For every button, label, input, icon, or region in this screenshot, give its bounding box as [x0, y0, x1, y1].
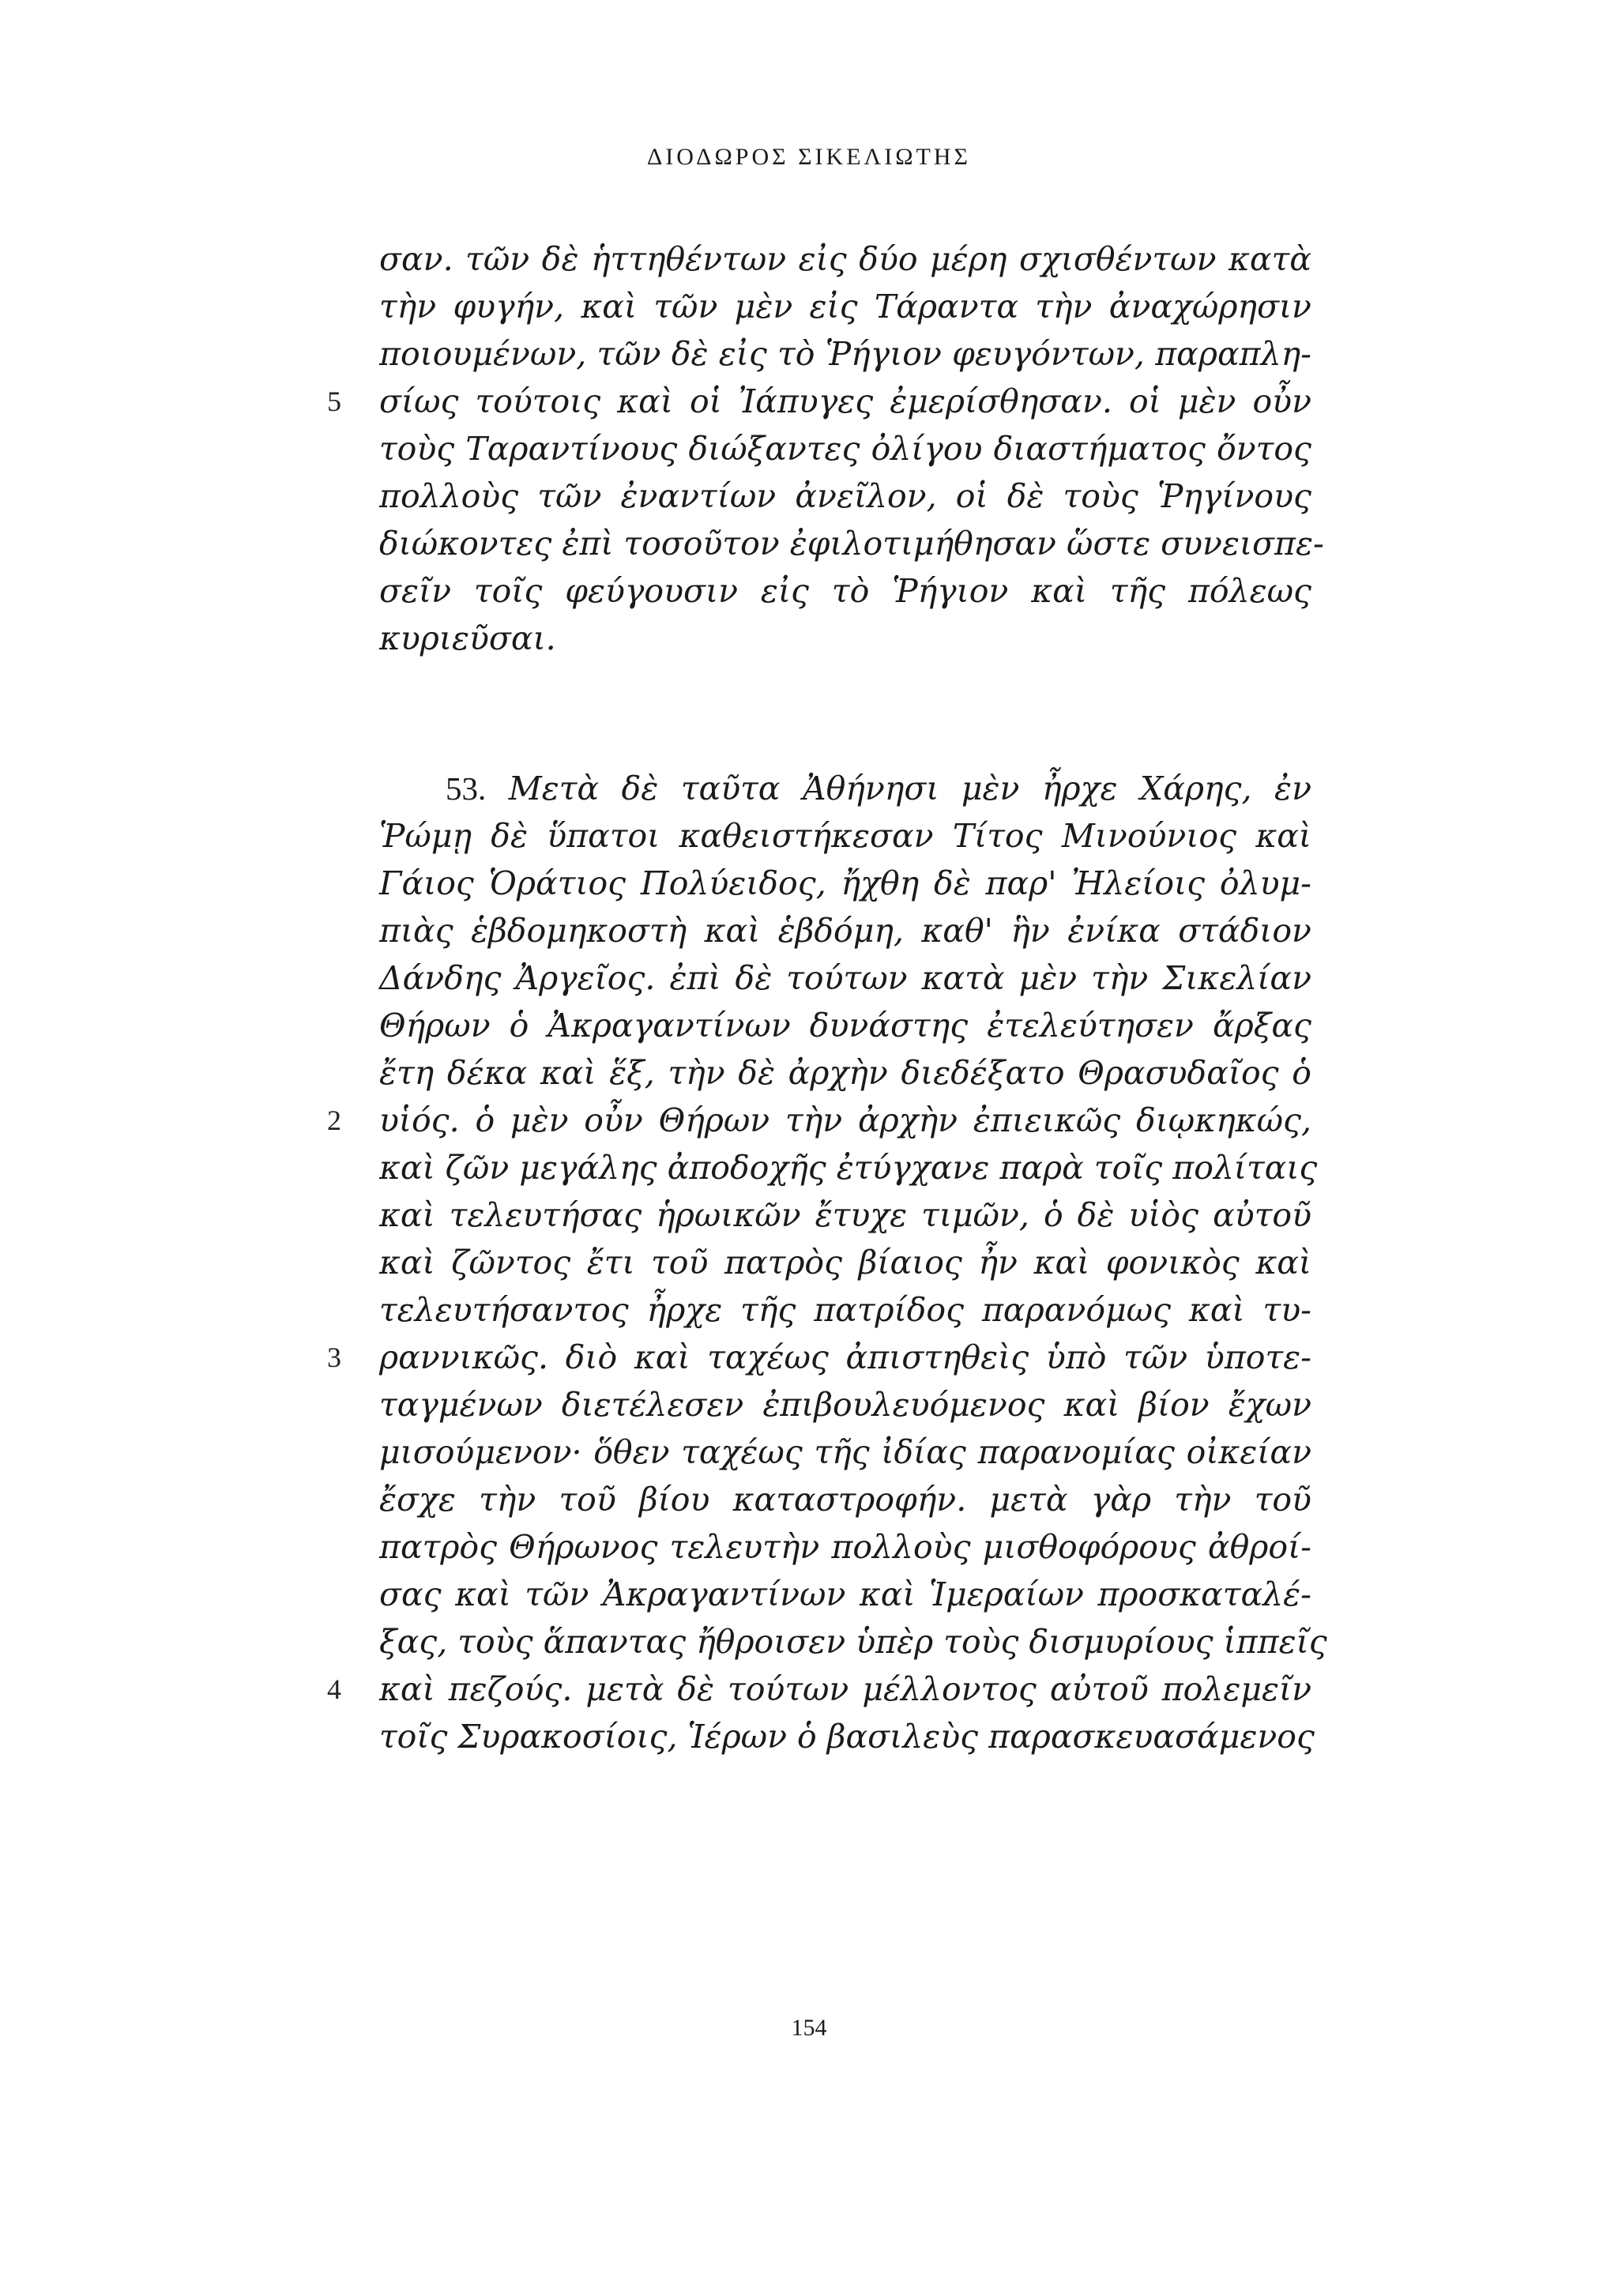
line-text: ταγμένων διετέλεσεν ἐπιβουλευόμενος καὶ βίον ἔχων [379, 1386, 1311, 1424]
line-text: σαν. τῶν δὲ ἡττηθέντων εἰς δύο μέρη σχισθέντων κατὰ [379, 240, 1311, 278]
margin-line-number: 2 [327, 1105, 341, 1136]
text-line [379, 954, 1311, 1002]
line-text: καὶ τελευτήσας ἡρωικῶν ἔτυχε τιμῶν, ὁ δὲ υἱὸς αὐτοῦ [379, 1196, 1311, 1234]
line-text: υἱός. ὁ μὲν οὖν Θήρων τὴν ἀρχὴν ἐπιεικῶς διῳκηκώς, [379, 1101, 1311, 1139]
text-line [379, 1049, 1311, 1097]
text-line [327, 1334, 1311, 1381]
line-text: σίως τούτοις καὶ οἱ Ἰάπυγες ἐμερίσθησαν. οἱ μὲν οὖν [379, 382, 1311, 420]
text-line [379, 472, 1311, 520]
text-line [379, 425, 1311, 472]
chapter-first-line [379, 765, 1311, 812]
line-text: μισούμενον· ὅθεν ταχέως τῆς ἰδίας παρανομίας οἰκείαν [379, 1433, 1311, 1471]
margin-line-number: 5 [327, 386, 341, 417]
line-text: ξας, τοὺς ἅπαντας ἤθροισεν ὑπὲρ τοὺς δισμυρίους ἱππεῖς [379, 1623, 1327, 1661]
line-text: κυριεῦσαι. [379, 619, 556, 657]
line-text: Γάιος Ὁράτιος Πολύειδος, ἤχθη δὲ παρ' Ἠλείοις ὀλυμ- [379, 864, 1311, 902]
text-line [379, 1144, 1318, 1191]
text-block-chapter-53 [327, 765, 1327, 1760]
line-text: ραννικῶς. διὸ καὶ ταχέως ἀπιστηθεὶς ὑπὸ τῶν ὑποτε- [379, 1338, 1311, 1376]
line-text: τοὺς Ταραντίνους διώξαντες ὀλίγου διαστήματος ὄντος [379, 430, 1311, 468]
text-line [379, 1571, 1311, 1618]
text-line [327, 378, 1311, 425]
page-number: 154 [791, 2015, 827, 2041]
text-line [379, 1381, 1311, 1428]
text-line [379, 1713, 1315, 1760]
text-line [379, 1191, 1311, 1239]
text-line [379, 283, 1311, 330]
chapter-number: 53. [446, 770, 487, 807]
margin-line-number: 4 [327, 1673, 341, 1705]
text-line [379, 1523, 1311, 1571]
line-text: τοῖς Συρακοσίοις, Ἱέρων ὁ βασιλεὺς παρασκευασάμενος [379, 1718, 1315, 1756]
line-text: τελευτήσαντος ἦρχε τῆς πατρίδος παρανόμως καὶ τυ- [379, 1291, 1311, 1329]
text-line [379, 520, 1324, 567]
running-head: ΔΙΟΔΩΡΟΣ ΣΙΚΕΛΙΩΤΗΣ [646, 144, 972, 170]
line-text: καὶ ζῶν μεγάλης ἀποδοχῆς ἐτύγχανε παρὰ τοῖς πολίταις [379, 1149, 1318, 1187]
text-line [327, 1666, 1311, 1713]
line-text: πιὰς ἑβδομηκοστὴ καὶ ἑβδόμη, καθ' ἣν ἐνίκα στάδιον [379, 912, 1311, 950]
line-text: Δάνδης Ἀργεῖος. ἐπὶ δὲ τούτων κατὰ μὲν τὴν Σικελίαν [379, 959, 1311, 997]
line-text: πατρὸς Θήρωνος τελευτὴν πολλοὺς μισθοφόρους ἀθροί- [379, 1528, 1311, 1566]
chapter-first-line-text: Μετὰ δὲ ταῦτα Ἀθήνησι μὲν ἦρχε Χάρης, ἐν [508, 770, 1311, 807]
line-text: Θήρων ὁ Ἀκραγαντίνων δυνάστης ἐτελεύτησεν ἄρξας [379, 1007, 1311, 1044]
text-line [379, 235, 1311, 283]
line-text: τὴν φυγήν, καὶ τῶν μὲν εἰς Τάραντα τὴν ἀναχώρησιν [379, 288, 1311, 326]
line-text: Ῥώμῃ δὲ ὕπατοι καθειστήκεσαν Τίτος Μινούνιος καὶ [379, 817, 1311, 855]
text-line [379, 1428, 1311, 1476]
line-text: ἔσχε τὴν τοῦ βίου καταστροφήν. μετὰ γὰρ τὴν τοῦ [379, 1481, 1311, 1519]
line-text: πολλοὺς τῶν ἐναντίων ἀνεῖλον, οἱ δὲ τοὺς Ῥηγίνους [379, 477, 1311, 515]
text-line [379, 1239, 1311, 1286]
line-text: διώκοντες ἐπὶ τοσοῦτον ἐφιλοτιμήθησαν ὥστε συνεισπε- [379, 525, 1324, 563]
text-line [379, 330, 1311, 378]
text-line [379, 615, 1311, 662]
text-line [379, 567, 1311, 615]
text-line [327, 1097, 1311, 1144]
line-text: καὶ ζῶντος ἔτι τοῦ πατρὸς βίαιος ἦν καὶ φονικὸς καὶ [379, 1244, 1311, 1282]
line-text: ποιουμένων, τῶν δὲ εἰς τὸ Ῥήγιον φευγόντων, παραπλη- [379, 335, 1311, 373]
line-text: ἔτη δέκα καὶ ἕξ, τὴν δὲ ἀρχὴν διεδέξατο Θρασυδαῖος ὁ [379, 1054, 1311, 1092]
line-text: σας καὶ τῶν Ἀκραγαντίνων καὶ Ἱμεραίων προσκαταλέ- [379, 1575, 1311, 1613]
text-line [379, 1002, 1311, 1049]
line-text: καὶ πεζούς. μετὰ δὲ τούτων μέλλοντος αὐτοῦ πολεμεῖν [379, 1670, 1311, 1708]
margin-line-number: 3 [327, 1342, 341, 1373]
text-line [379, 1286, 1311, 1334]
text-line [379, 812, 1311, 860]
text-line [379, 1618, 1327, 1666]
text-block-continuation [327, 235, 1324, 662]
text-line [379, 1476, 1311, 1523]
line-text: σεῖν τοῖς φεύγουσιν εἰς τὸ Ῥήγιον καὶ τῆς πόλεως [379, 572, 1311, 610]
text-line [379, 907, 1311, 954]
text-line [379, 860, 1311, 907]
